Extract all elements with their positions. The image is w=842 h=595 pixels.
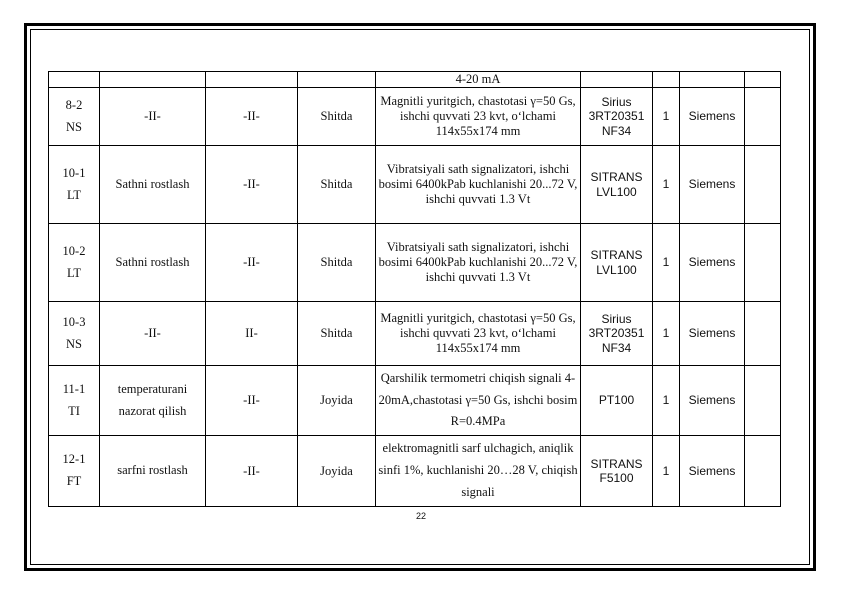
position-cell: 8-2 NS	[49, 88, 100, 146]
table-row	[49, 436, 781, 507]
location-cell: Shitda	[298, 224, 376, 302]
place-type-cell: -II-	[206, 366, 298, 436]
place-type-cell: -II-	[206, 436, 298, 507]
table-row	[49, 302, 781, 366]
location-cell: Shitda	[298, 302, 376, 366]
equipment-spec-table	[48, 71, 781, 507]
position-cell: 12-1 FT	[49, 436, 100, 507]
qty-cell: 1	[653, 366, 680, 436]
qty-cell: 1	[653, 302, 680, 366]
model-cell: SITRANS F5100	[581, 436, 653, 507]
table-row	[49, 88, 781, 146]
table-row	[49, 146, 781, 224]
location-cell: Joyida	[298, 366, 376, 436]
description-cell: Magnitli yuritgich, chastotasi γ=50 Gs, ishchi quvvati 23 kvt, o‘lchami 114x55x174 mm	[376, 88, 581, 146]
name-cell: Sathni rostlash	[100, 224, 206, 302]
description-cell: elektromagnitli sarf ulchagich, aniqlik sinfi 1%, kuchlanishi 20…28 V, chiqish signali	[376, 436, 581, 507]
table-header-row	[49, 72, 781, 88]
qty-cell: 1	[653, 88, 680, 146]
manufacturer-cell: Siemens	[680, 302, 745, 366]
manufacturer-cell: Siemens	[680, 224, 745, 302]
manufacturer-cell: Siemens	[680, 436, 745, 507]
name-cell: temperaturani nazorat qilish	[100, 366, 206, 436]
name-cell: -II-	[100, 88, 206, 146]
header-signal-cell: 4-20 mA	[376, 72, 581, 88]
page-number: 22	[415, 511, 426, 521]
manufacturer-cell: Siemens	[680, 88, 745, 146]
location-cell: Joyida	[298, 436, 376, 507]
qty-cell: 1	[653, 146, 680, 224]
model-cell: Sirius 3RT20351 NF34	[581, 88, 653, 146]
position-cell: 10-2 LT	[49, 224, 100, 302]
place-type-cell: II-	[206, 302, 298, 366]
name-cell: sarfni rostlash	[100, 436, 206, 507]
table-row	[49, 366, 781, 436]
manufacturer-cell: Siemens	[680, 146, 745, 224]
name-cell: -II-	[100, 302, 206, 366]
model-cell: SITRANS LVL100	[581, 146, 653, 224]
description-cell: Vibratsiyali sath signalizatori, ishchi bosimi 6400kPab kuchlanishi 20...72 V, ishchi quvvati 1.3 Vt	[376, 224, 581, 302]
model-cell: SITRANS LVL100	[581, 224, 653, 302]
description-cell: Vibratsiyali sath signalizatori, ishchi bosimi 6400kPab kuchlanishi 20...72 V, ishchi quvvati 1.3 Vt	[376, 146, 581, 224]
name-cell: Sathni rostlash	[100, 146, 206, 224]
position-cell: 10-1 LT	[49, 146, 100, 224]
place-type-cell: -II-	[206, 88, 298, 146]
qty-cell: 1	[653, 224, 680, 302]
table-row	[49, 224, 781, 302]
model-cell: PT100	[581, 366, 653, 436]
place-type-cell: -II-	[206, 224, 298, 302]
description-cell: Magnitli yuritgich, chastotasi γ=50 Gs, ishchi quvvati 23 kvt, o‘lchami 114x55x174 mm	[376, 302, 581, 366]
location-cell: Shitda	[298, 146, 376, 224]
qty-cell: 1	[653, 436, 680, 507]
location-cell: Shitda	[298, 88, 376, 146]
model-cell: Sirius 3RT20351 NF34	[581, 302, 653, 366]
description-cell: Qarshilik termometri chiqish signali 4-20mA,chastotasi γ=50 Gs, ishchi bosim R=0.4MPa	[376, 366, 581, 436]
place-type-cell: -II-	[206, 146, 298, 224]
manufacturer-cell: Siemens	[680, 366, 745, 436]
position-cell: 10-3 NS	[49, 302, 100, 366]
position-cell: 11-1 TI	[49, 366, 100, 436]
